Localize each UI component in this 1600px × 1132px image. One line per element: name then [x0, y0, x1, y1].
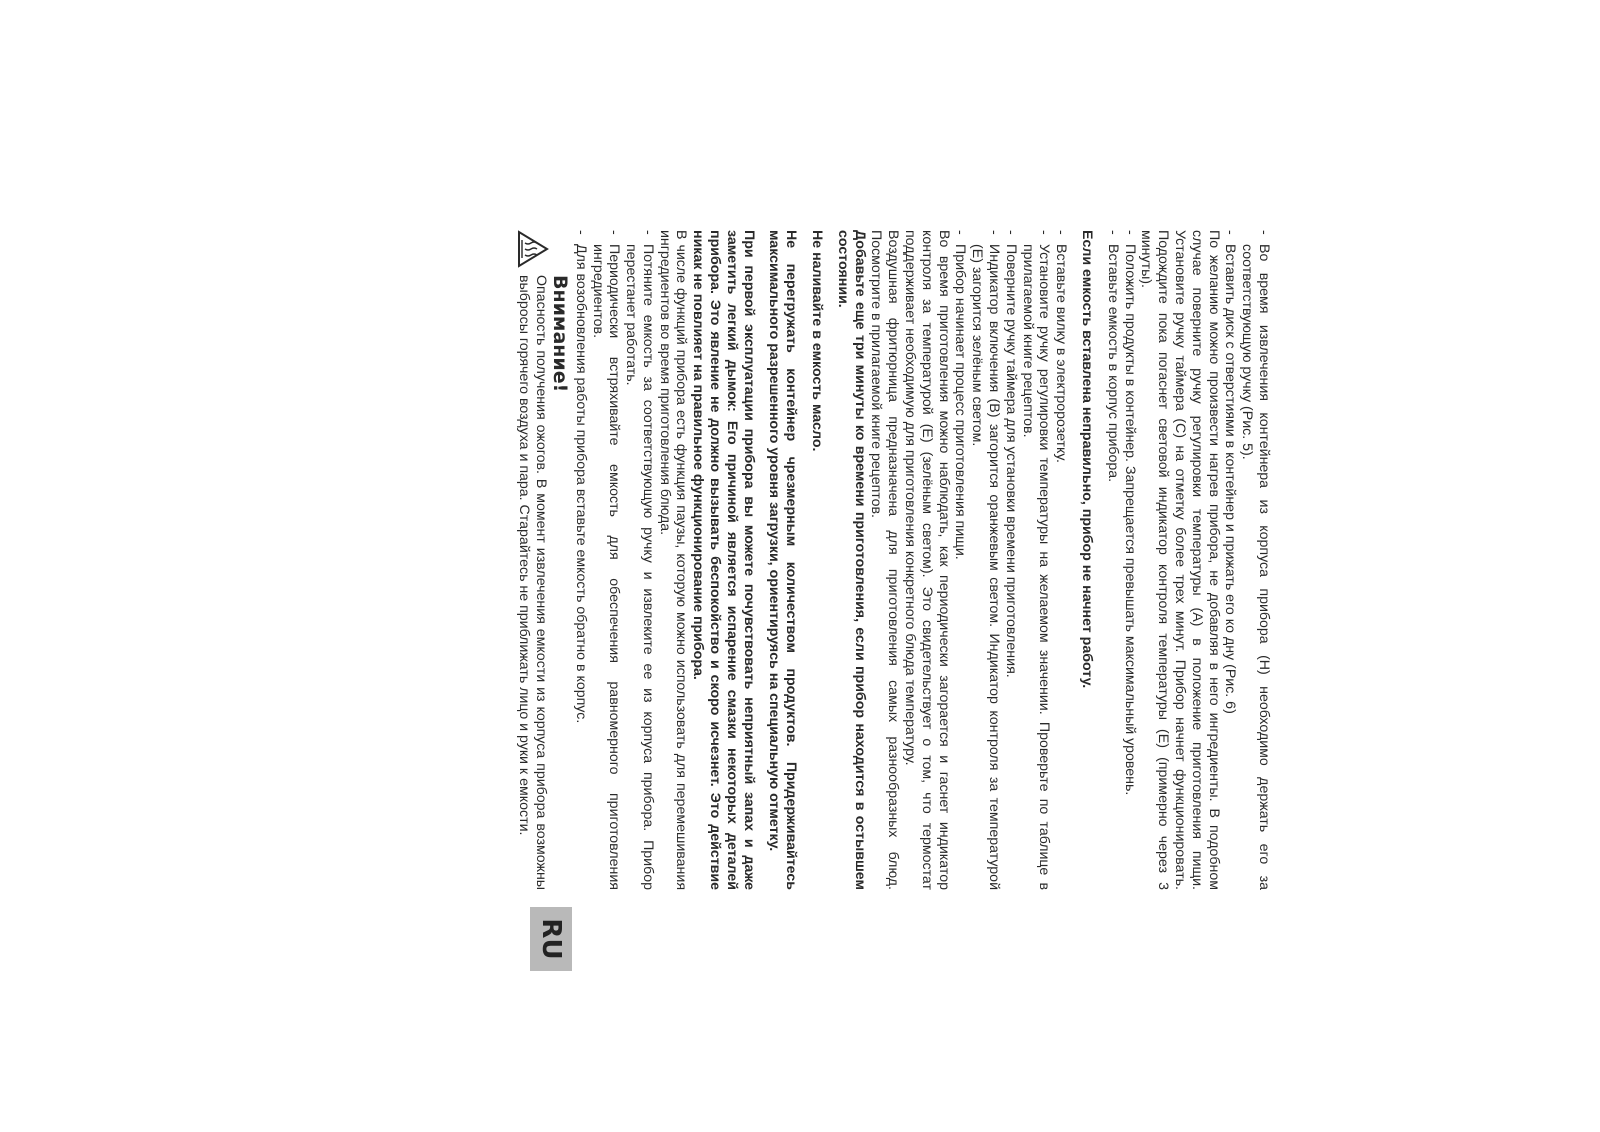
paragraph: Поверните ручку таймера для установки времени приготовления.: [1002, 244, 1019, 678]
hot-surface-warning-icon: [517, 230, 549, 268]
bullet-dash: -: [952, 230, 969, 235]
warning-title: Внимание!: [548, 275, 571, 393]
list-item: [1238, 230, 1272, 890]
list-item: [1104, 230, 1121, 890]
list-item: [1002, 230, 1019, 890]
warning-block: [516, 230, 550, 890]
bullet-dash: -: [1036, 230, 1053, 235]
paragraph: По желанию можно произвести нагрев прибора, не добавляя в него ингредиенты. В подобном случае поверните ручку регулировки температуры (A) в положение приготовления пищи. Установите ручку таймера (C) на отметку более трех минут. Прибор начнет функционировать. Подождите пока погаснет световой индикатор контроля температуры (E) (примерно через 3 минуты).: [1138, 230, 1222, 890]
bold-note: Если емкость вставлена неправильно, прибор не начнет работу.: [1079, 230, 1096, 689]
bold-note: Не наливайте в емкость масло.: [809, 230, 826, 452]
bullet-dash: -: [986, 230, 1003, 235]
paragraph: Периодически встряхивайте емкость для обеспечения равномерного приготовления ингредиентов.: [589, 244, 623, 890]
list-item: [622, 230, 656, 890]
bullet-dash: -: [572, 230, 589, 235]
paragraph: Потяните емкость за соответствующую ручку и извлеките ее из корпуса прибора. Прибор перестанет работать.: [623, 244, 656, 890]
paragraph: Во время приготовления можно наблюдать, как периодически загорается и гаснет индикатор контроля за температурой (E) (зелёным светом). Это свидетельствует о том, что термостат поддерживает необходимую для приготовления конкретного блюда температуру.: [902, 230, 952, 890]
bold-note: При первой эксплуатации прибора вы можете почувствовать неприятный запах и даже заметить легкий дымок: Его причиной является испарение смазки некоторых деталей прибора. Это явление не должно вызывать беспокойство и скоро исчезнет. Это действие никак не повлияет на правильное функционирование прибора.: [690, 230, 757, 890]
bold-note: Добавьте еще три минуты ко времени приготовления, если прибор находится в остывшем состоянии.: [834, 230, 868, 890]
language-badge: RU: [530, 907, 572, 971]
list-item: [572, 230, 589, 890]
paragraph: Вставить диск с отверстиями в контейнер и прижать его ко дну (Рис. 6): [1222, 244, 1239, 714]
bullet-dash: -: [606, 230, 623, 235]
paragraph: В числе функций прибора есть функция паузы, которую можно использовать для перемешивания ингредиентов во время приготовления блюда.: [656, 230, 690, 890]
list-item: [1222, 230, 1239, 890]
list-item: [1019, 230, 1053, 890]
paragraph: Вставьте емкость в корпус прибора.: [1104, 244, 1121, 483]
paragraph: Во время извлечения контейнера из корпуса прибора (H) необходимо держать его за соответствующую ручку (Рис. 5).: [1239, 244, 1272, 890]
list-item: [1121, 230, 1138, 890]
list-item: [1052, 230, 1069, 890]
bullet-dash: -: [1222, 230, 1239, 235]
paragraph: Прибор начинает процесс приготовления пищи.: [952, 244, 969, 560]
paragraph: Вставьте вилку в электророзетку.: [1053, 244, 1070, 464]
paragraph: Воздушная фритюрница предназначена для приготовления самых разнообразных блюд. Посмотрите в прилагаемой книге рецептов.: [868, 230, 902, 890]
list-item: [952, 230, 969, 890]
bullet-dash: -: [1002, 230, 1019, 235]
bullet-dash: -: [1121, 230, 1138, 235]
manual-text: [516, 230, 1272, 890]
paragraph: Установите ручку регулировки температуры на желаемом значении. Проверьте по таблице в прилагаемой книге рецептов.: [1019, 244, 1053, 890]
bullet-dash: -: [639, 230, 656, 235]
paragraph: Индикатор включения (B) загорится оранжевым светом. Индикатор контроля за температурой (E) загорится зелёным светом.: [969, 244, 1003, 890]
warning-text: Опасность получения ожогов. В момент извлечения емкости из корпуса прибора возможны выбросы горячего воздуха и пара. Старайтесь не приближать лицо и руки к емкости.: [516, 275, 550, 890]
bullet-dash: -: [1053, 230, 1070, 235]
list-item: [968, 230, 1002, 890]
bullet-dash: -: [1256, 230, 1272, 235]
bullet-dash: -: [1104, 230, 1121, 235]
paragraph: Положить продукты в контейнер. Запрещается превышать максимальный уровень.: [1121, 244, 1138, 796]
bold-note: Не перегружать контейнер чрезмерным количеством продуктов. Придерживайтесь максимального разрешенного уровня загрузки, ориентируясь на специальную отметку.: [766, 230, 800, 890]
paragraph: Для возобновления работы прибора вставьте емкость обратно в корпус.: [572, 244, 589, 724]
list-item: [589, 230, 623, 890]
